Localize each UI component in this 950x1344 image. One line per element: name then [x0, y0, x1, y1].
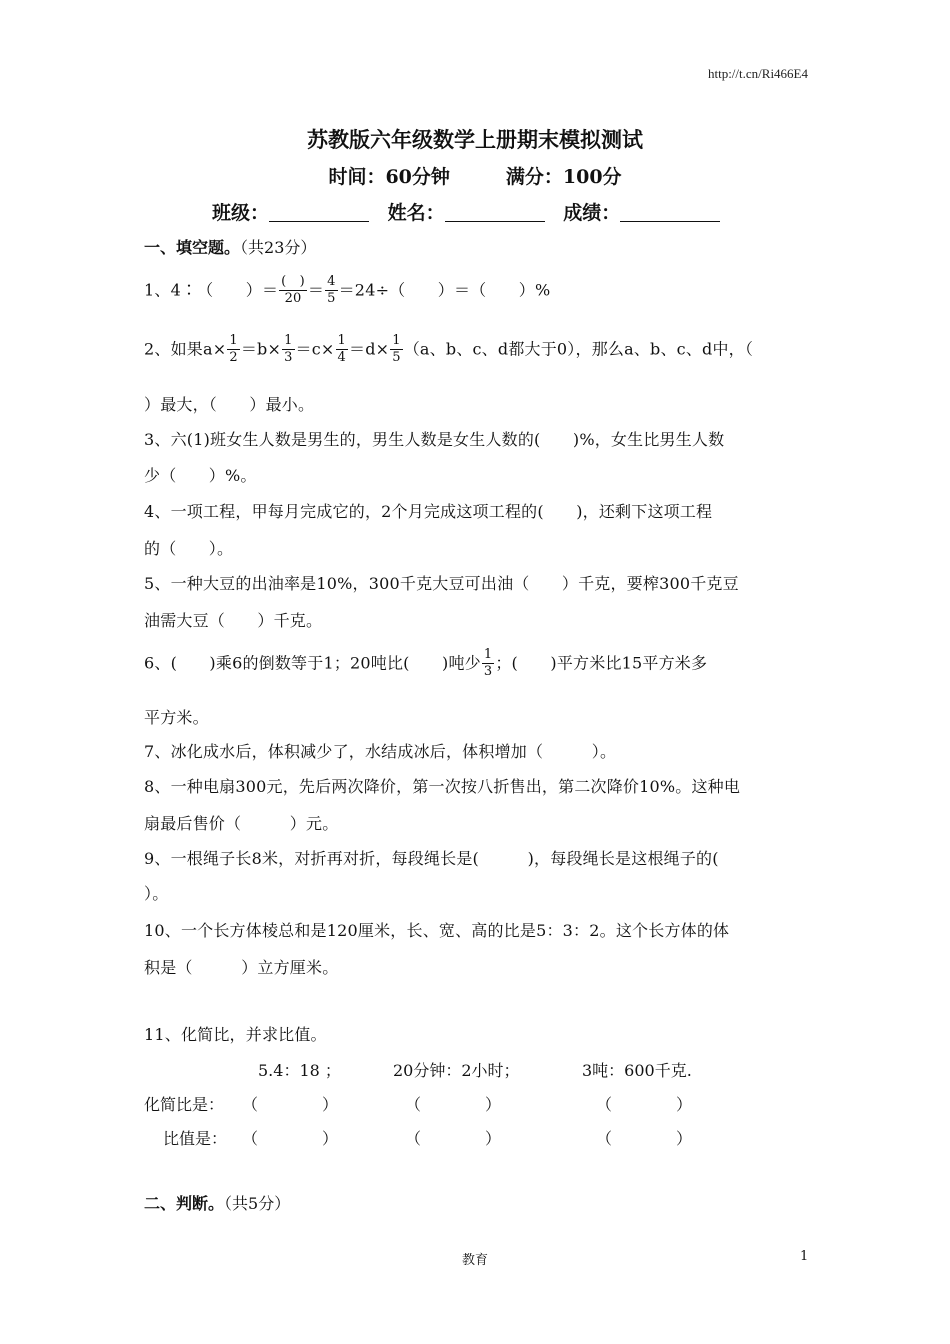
simplified-ratio-label: 化简比是： [144, 1095, 225, 1114]
question-10: 10、一个长方体棱总和是120厘米，长、宽、高的比是5：3：2。这个长方体的体 [144, 921, 730, 940]
class-blank[interactable] [269, 201, 369, 222]
subtitle [0, 162, 950, 189]
section-2-heading: 二、判断。（共5分） [144, 1194, 291, 1213]
question-11: 11、化简比，并求比值。 [144, 1025, 327, 1044]
score-label: 满分：100分 [505, 166, 622, 188]
fraction: $\frac{1}{5}$ [392, 333, 401, 366]
answer-blank[interactable]: （ ） [242, 1129, 339, 1148]
header-url: http://t.cn/Ri466E4 [707, 66, 808, 81]
question-9-line-2: ）。 [144, 884, 169, 903]
grade-blank[interactable] [620, 201, 720, 222]
question-1: 1、4∶（ ）＝ $\frac{( )}{20}$ ＝ $\frac{4}{5}$ ＝24÷（ ）＝（ ）% [144, 274, 551, 307]
answer-blank[interactable]: （ ） [405, 1095, 502, 1114]
answer-blank[interactable]: （ ） [405, 1129, 502, 1148]
question-9: 9、一根绳子长8米，对折再对折，每段绳长是( )，每段绳长是这根绳子的( [144, 849, 719, 868]
class-label: 班级： [212, 202, 270, 224]
ratio-value-label: 比值是： [163, 1129, 228, 1148]
question-8-line-2: 扇最后售价（ ）元。 [144, 814, 339, 833]
fraction: $\frac{1}{3}$ [483, 647, 493, 680]
question-2-line-2: ）最大，（ ）最小。 [144, 395, 315, 414]
fraction: $\frac{1}{4}$ [337, 333, 346, 366]
student-info [212, 198, 732, 225]
question-4-line-2: 的（ ）。 [144, 539, 234, 558]
ratio-item-3: 3吨：600千克. [582, 1061, 692, 1080]
page-title: 苏教版六年级数学上册期末模拟测试 [307, 127, 643, 152]
question-7: 7、冰化成水后，体积减少了，水结成冰后，体积增加（ ）。 [144, 742, 617, 761]
question-6-line-2: 平方米。 [144, 708, 209, 727]
fraction: $\frac{( )}{20}$ [281, 274, 305, 307]
question-10-line-2: 积是（ ）立方厘米。 [144, 958, 339, 977]
grade-label: 成绩： [563, 202, 621, 224]
question-6: 6、( )乘6的倒数等于1；20吨比( )吨少 $\frac{1}{3}$ ；( )平方米比15平方米多 [144, 647, 708, 680]
question-2: 2、如果a× $\frac{1}{2}$ ＝b× $\frac{1}{3}$ ＝c× $\frac{1}{4}$ ＝d× $\frac{1}{5}$ （a、b、c、d都大于0），那么a、b、c、d中，（ [144, 333, 754, 366]
name-label: 姓名： [387, 202, 445, 224]
question-3-line-2: 少（ ）%。 [144, 466, 257, 485]
time-label: 时间：60分钟 [328, 166, 450, 188]
fraction: $\frac{1}{3}$ [284, 333, 293, 366]
name-blank[interactable] [445, 201, 545, 222]
question-4: 4、一项工程，甲每月完成它的，2个月完成这项工程的( )，还剩下这项工程 [144, 502, 713, 521]
answer-blank[interactable]: （ ） [596, 1129, 693, 1148]
ratio-item-1: 5.4：18 ； [258, 1061, 341, 1080]
question-5-line-2: 油需大豆（ ）千克。 [144, 611, 323, 630]
fraction: $\frac{1}{2}$ [229, 333, 238, 366]
fraction: $\frac{4}{5}$ [327, 274, 336, 307]
answer-blank[interactable]: （ ） [596, 1095, 693, 1114]
question-3: 3、六(1)班女生人数是男生的，男生人数是女生人数的( )%，女生比男生人数 [144, 430, 725, 449]
section-1-heading: 一、填空题。（共23分） [144, 238, 317, 257]
question-5: 5、一种大豆的出油率是10%，300千克大豆可出油（ ）千克，要榨300千克豆 [144, 574, 739, 593]
footer-text: 教育 [461, 1253, 488, 1268]
question-8: 8、一种电扇300元，先后两次降价，第一次按八折售出，第二次降价10%。这种电 [144, 777, 741, 796]
answer-blank[interactable]: （ ） [242, 1095, 339, 1114]
ratio-item-2: 20分钟：2小时； [393, 1061, 520, 1080]
page-number: 1 [800, 1249, 809, 1264]
